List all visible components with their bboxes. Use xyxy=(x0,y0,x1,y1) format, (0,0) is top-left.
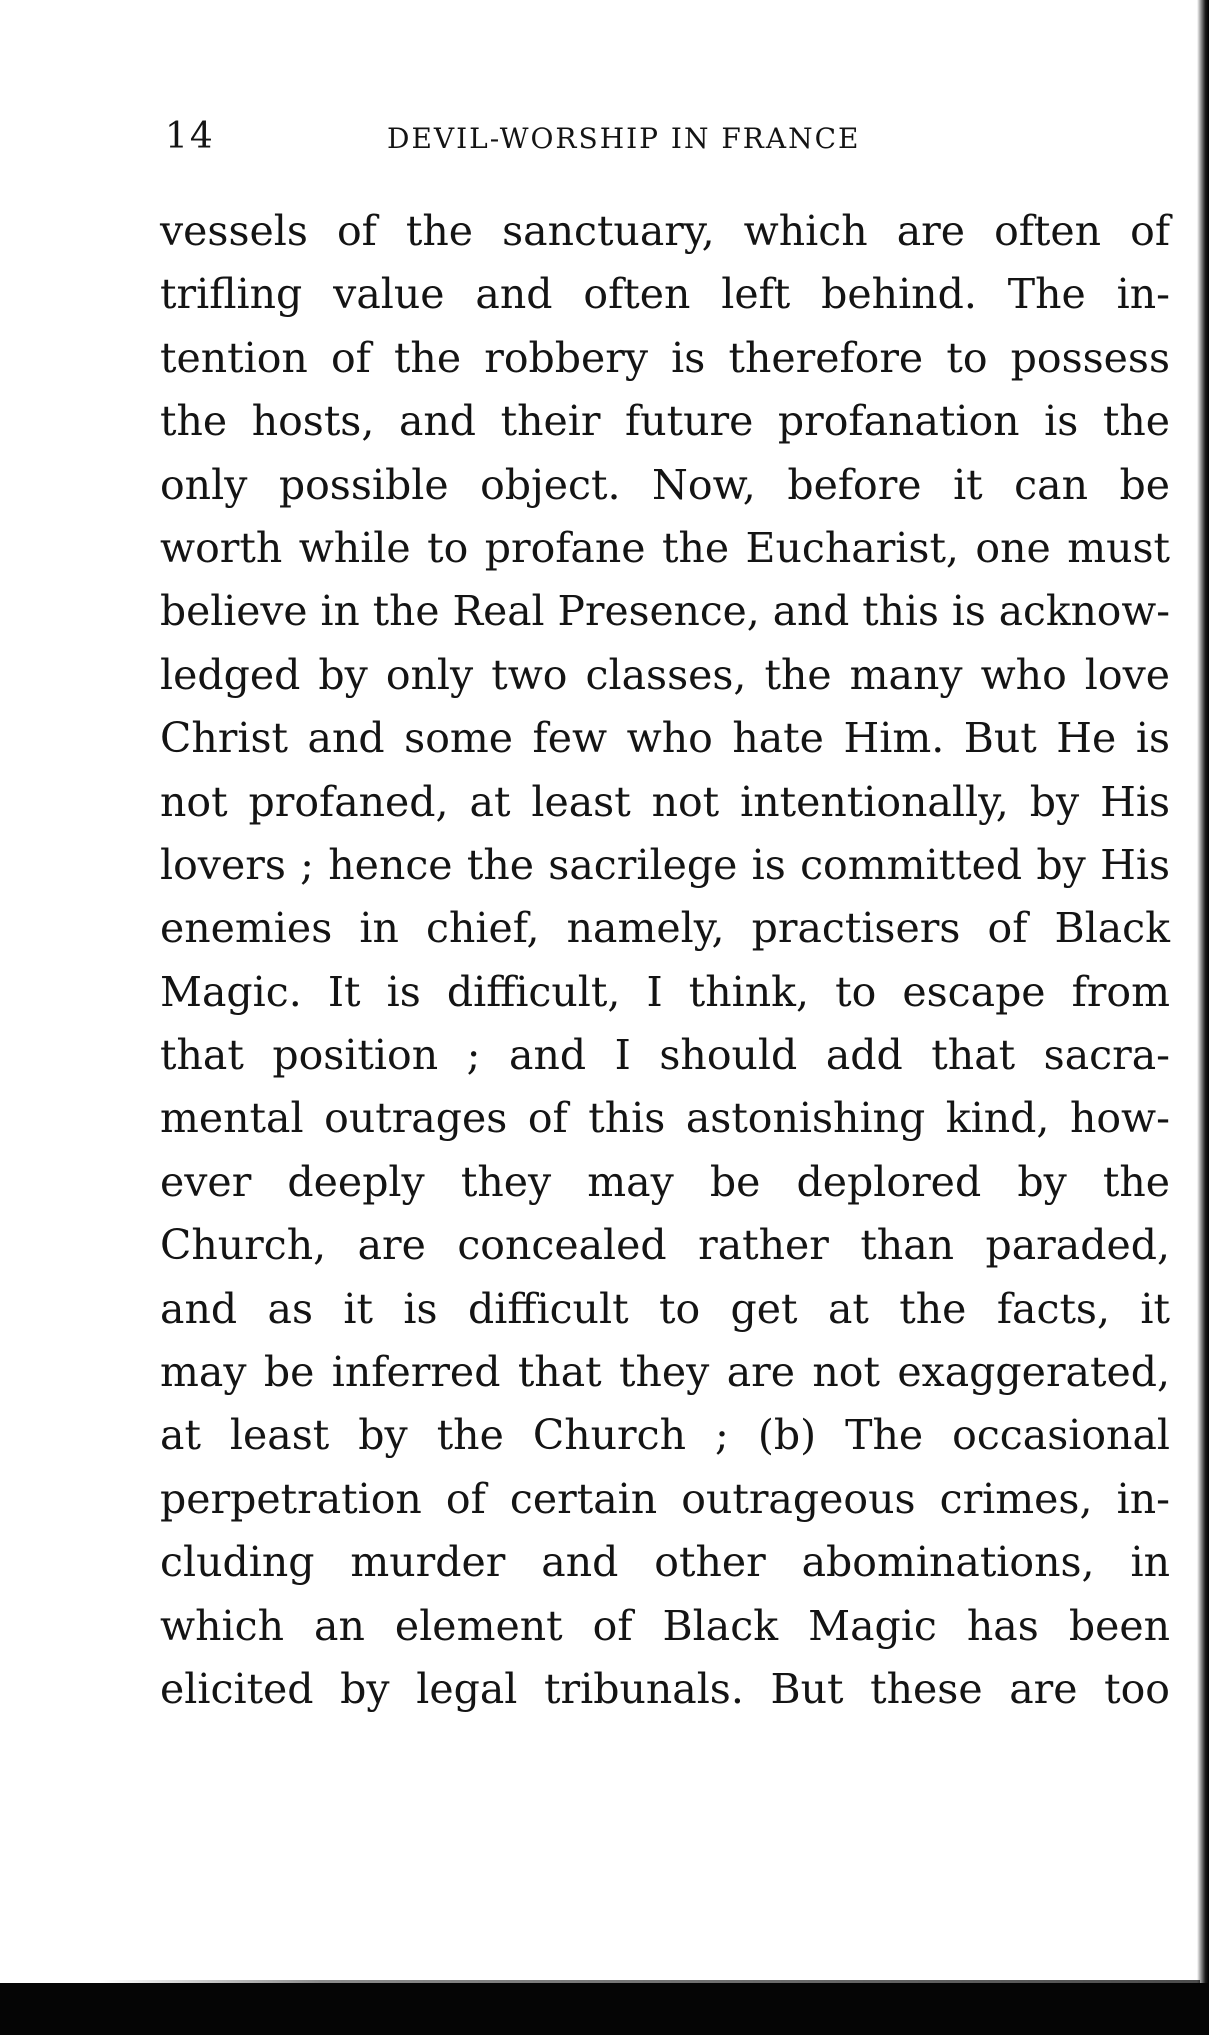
text-line: Christ and some few who hate Him. But He is xyxy=(160,714,1170,763)
text-line: ever deeply they may be deplored by the xyxy=(160,1157,1170,1206)
text-line: cluding murder and other abominations, in xyxy=(160,1538,1170,1587)
text-line: not profaned, at least not intentionally, by His xyxy=(160,777,1170,826)
text-line: tention of the robbery is therefore to possess xyxy=(160,333,1170,382)
text-line: believe in the Real Presence, and this is acknow- xyxy=(160,587,1170,636)
text-line: mental outrages of this astonishing kind, how- xyxy=(160,1094,1170,1143)
text-line: only possible object. Now, before it can be xyxy=(160,460,1170,509)
text-line: ledged by only two classes, the many who love xyxy=(160,650,1170,699)
text-line: which an element of Black Magic has been xyxy=(160,1601,1170,1650)
text-line: Church, are concealed rather than paraded, xyxy=(160,1221,1170,1270)
page-edge-shadow xyxy=(1197,0,1209,1985)
text-line: lovers ; hence the sacrilege is committed by His xyxy=(160,840,1170,889)
text-line: that position ; and I should add that sacra- xyxy=(160,1031,1170,1080)
text-line: elicited by legal tribunals. But these are too xyxy=(160,1664,1170,1713)
text-line: and as it is difficult to get at the facts, it xyxy=(160,1284,1170,1333)
body-text xyxy=(160,200,1170,1721)
text-line: enemies in chief, namely, practisers of Black xyxy=(160,904,1170,953)
text-line: trifling value and often left behind. The in- xyxy=(160,270,1170,319)
text-line: Magic. It is difficult, I think, to escape from xyxy=(160,967,1170,1016)
text-line: at least by the Church ; (b) The occasional xyxy=(160,1411,1170,1460)
scan-border-bottom xyxy=(0,1983,1209,2035)
text-line: perpetration of certain outrageous crimes, in- xyxy=(160,1474,1170,1523)
text-line: vessels of the sanctuary, which are often of xyxy=(160,207,1170,255)
running-head xyxy=(165,116,1165,166)
text-line: may be inferred that they are not exaggerated, xyxy=(160,1348,1170,1397)
page-number: 14 xyxy=(165,116,215,157)
text-line: the hosts, and their future profanation is the xyxy=(160,397,1170,446)
running-title: DEVIL-WORSHIP IN FRANCE xyxy=(387,122,861,155)
text-line: worth while to profane the Eucharist, one must xyxy=(160,523,1170,572)
